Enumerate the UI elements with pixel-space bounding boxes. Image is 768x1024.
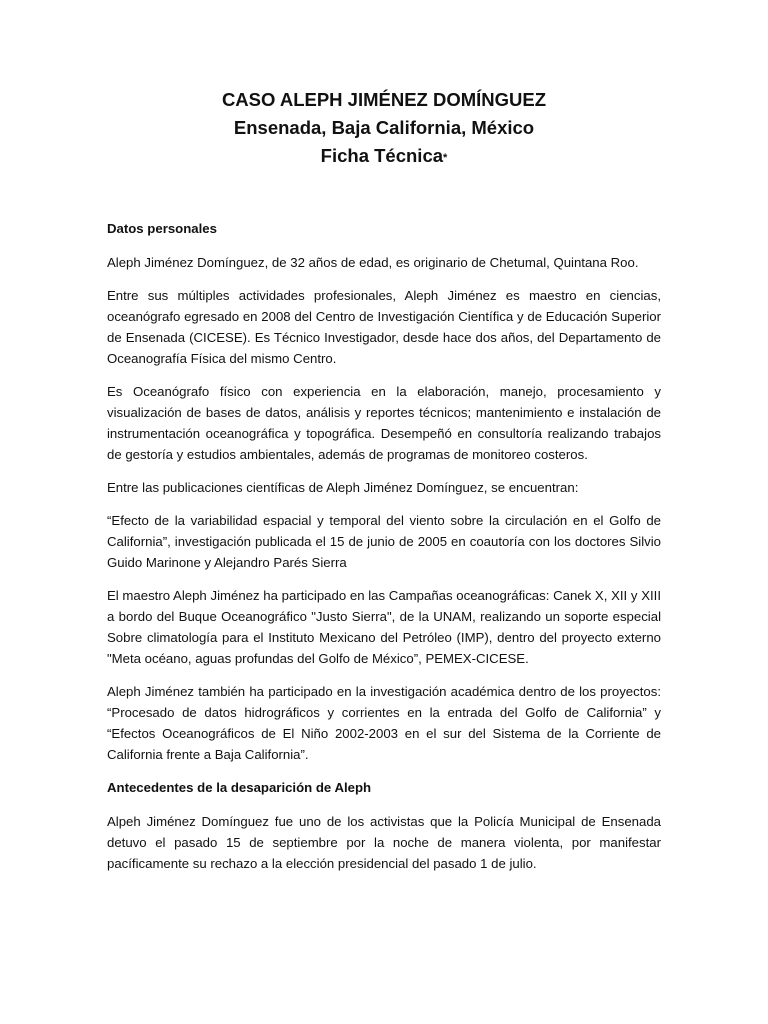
document-location: Ensenada, Baja California, México (233, 117, 535, 138)
document-title: CASO ALEPH JIMÉNEZ DOMÍNGUEZ (221, 89, 547, 110)
paragraph-experience: Es Oceanógrafo físico con experiencia en la elaboración, manejo, procesamiento y visualización de bases de datos, análisis y reportes técnicos; mantenimiento e instalación de instrumentación oceanográfica y topográfica. Desempeñó en consultoría realizando trabajos de gestoría y estudios ambientales, además de programas de monitoreo costeros. (107, 384, 661, 462)
paragraph-projects: Aleph Jiménez también ha participado en la investigación académica dentro de los proyectos: “Procesado de datos hidrográficos y corrientes en la entrada del Golfo de California” y “Efectos Oceanográficos de El Niño 2002-2003 en el sur del Sistema de la Corriente de California frente a Baja California”. (107, 684, 661, 762)
paragraph-publication: “Efecto de la variabilidad espacial y temporal del viento sobre la circulación en el Golfo de California”, investigación publicada el 15 de junio de 2005 en coautoría con los doctores Silvio Guido Marinone y Alejandro Parés Sierra (107, 513, 661, 570)
paragraph-detention: Alpeh Jiménez Domínguez fue uno de los activistas que la Policía Municipal de Ensenada detuvo el pasado 15 de septiembre por la noche de manera violenta, por manifestar pacíficamente su rechazo a la elección presidencial del pasado 1 de julio. (107, 814, 661, 871)
paragraph-profession: Entre sus múltiples actividades profesionales, Aleph Jiménez es maestro en ciencias, oceanógrafo egresado en 2008 del Centro de Investigación Científica y de Educación Superior de Ensenada (CICESE). Es Técnico Investigador, desde hace dos años, del Departamento de Oceanografía Física del mismo Centro. (107, 288, 661, 366)
section-heading-background: Antecedentes de la desaparición de Aleph (107, 780, 372, 795)
document-body (107, 218, 661, 886)
document-subtitle (0, 142, 768, 173)
document-header (0, 86, 768, 173)
footnote-mark: * (443, 152, 448, 164)
paragraph-publications-intro: Entre las publicaciones científicas de Aleph Jiménez Domínguez, se encuentran: (107, 480, 579, 495)
section-heading-personal: Datos personales (107, 221, 217, 236)
paragraph-campaigns: El maestro Aleph Jiménez ha participado en las Campañas oceanográficas: Canek X, XII y XIII a bordo del Buque Oceanográfico "Justo Sierra", de la UNAM, realizando un soporte especial Sobre climatología para el Instituto Mexicano del Petróleo (IMP), dentro del proyecto externo "Meta océano, aguas profundas del Golfo de México”, PEMEX-CICESE. (107, 588, 661, 666)
paragraph-origin: Aleph Jiménez Domínguez, de 32 años de edad, es originario de Chetumal, Quintana Roo. (107, 255, 639, 270)
subtitle-text: Ficha Técnica (320, 145, 444, 166)
